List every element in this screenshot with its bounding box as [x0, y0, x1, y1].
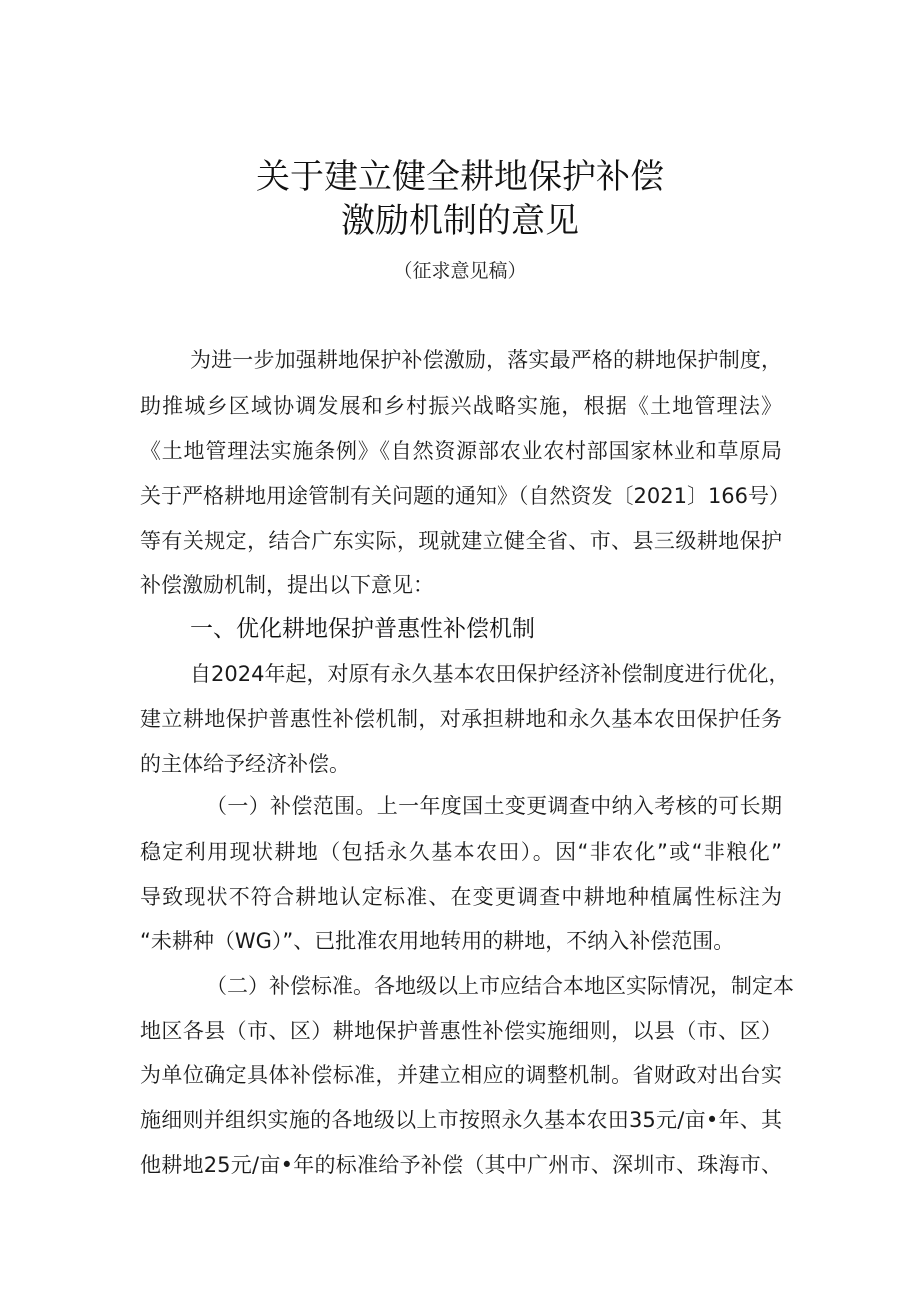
document-title-line-1: 关于建立健全耕地保护补偿	[256, 157, 664, 197]
section-heading: 一、优化耕地保护普惠性补偿机制	[190, 616, 535, 642]
body-line: 建立耕地保护普惠性补偿机制，对承担耕地和永久基本农田保护任务	[140, 707, 782, 731]
body-line: 为进一步加强耕地保护补偿激励，落实最严格的耕地保护制度，	[190, 348, 782, 372]
document-title-line-2: 激励机制的意见	[341, 201, 579, 241]
body-line: 等有关规定，结合广东实际，现就建立健全省、市、县三级耕地保护	[140, 529, 782, 553]
body-line: 关于严格耕地用途管制有关问题的通知》（自然资发〔2021〕166号）	[140, 484, 791, 508]
body-line: 他耕地25元/亩•年的标准给予补偿（其中广州市、深圳市、珠海市、	[140, 1153, 782, 1177]
body-line: 的主体给予经济补偿。	[140, 752, 350, 776]
body-line: 导致现状不符合耕地认定标准、在变更调查中耕地种植属性标注为	[140, 885, 782, 909]
body-line: 地区各县（市、区）耕地保护普惠性补偿实施细则，以县（市、区）	[140, 1019, 782, 1043]
body-line: 自2024年起，对原有永久基本农田保护经济补偿制度进行优化，	[190, 662, 790, 686]
body-line: 稳定利用现状耕地（包括永久基本农田）。因“非农化”或“非粮化”	[140, 840, 782, 864]
body-line: 助推城乡区域协调发展和乡村振兴战略实施，根据《土地管理法》	[140, 394, 782, 418]
body-line: （一）补偿范围。上一年度国土变更调查中纳入考核的可长期	[206, 794, 782, 818]
body-line: 为单位确定具体补偿标准，并建立相应的调整机制。省财政对出台实	[140, 1063, 782, 1087]
body-line: （二）补偿标准。各地级以上市应结合本地区实际情况，制定本	[206, 974, 794, 998]
body-line: “未耕种（WG）”、已批准农用地转用的耕地，不纳入补偿范围。	[140, 929, 735, 953]
document-subtitle: （征求意见稿）	[393, 260, 527, 282]
body-line: 补偿激励机制，提出以下意见：	[140, 573, 434, 597]
body-line: 施细则并组织实施的各地级以上市按照永久基本农田35元/亩•年、其	[140, 1108, 782, 1132]
body-line: 《土地管理法实施条例》《自然资源部农业农村部国家林业和草原局	[140, 439, 782, 463]
